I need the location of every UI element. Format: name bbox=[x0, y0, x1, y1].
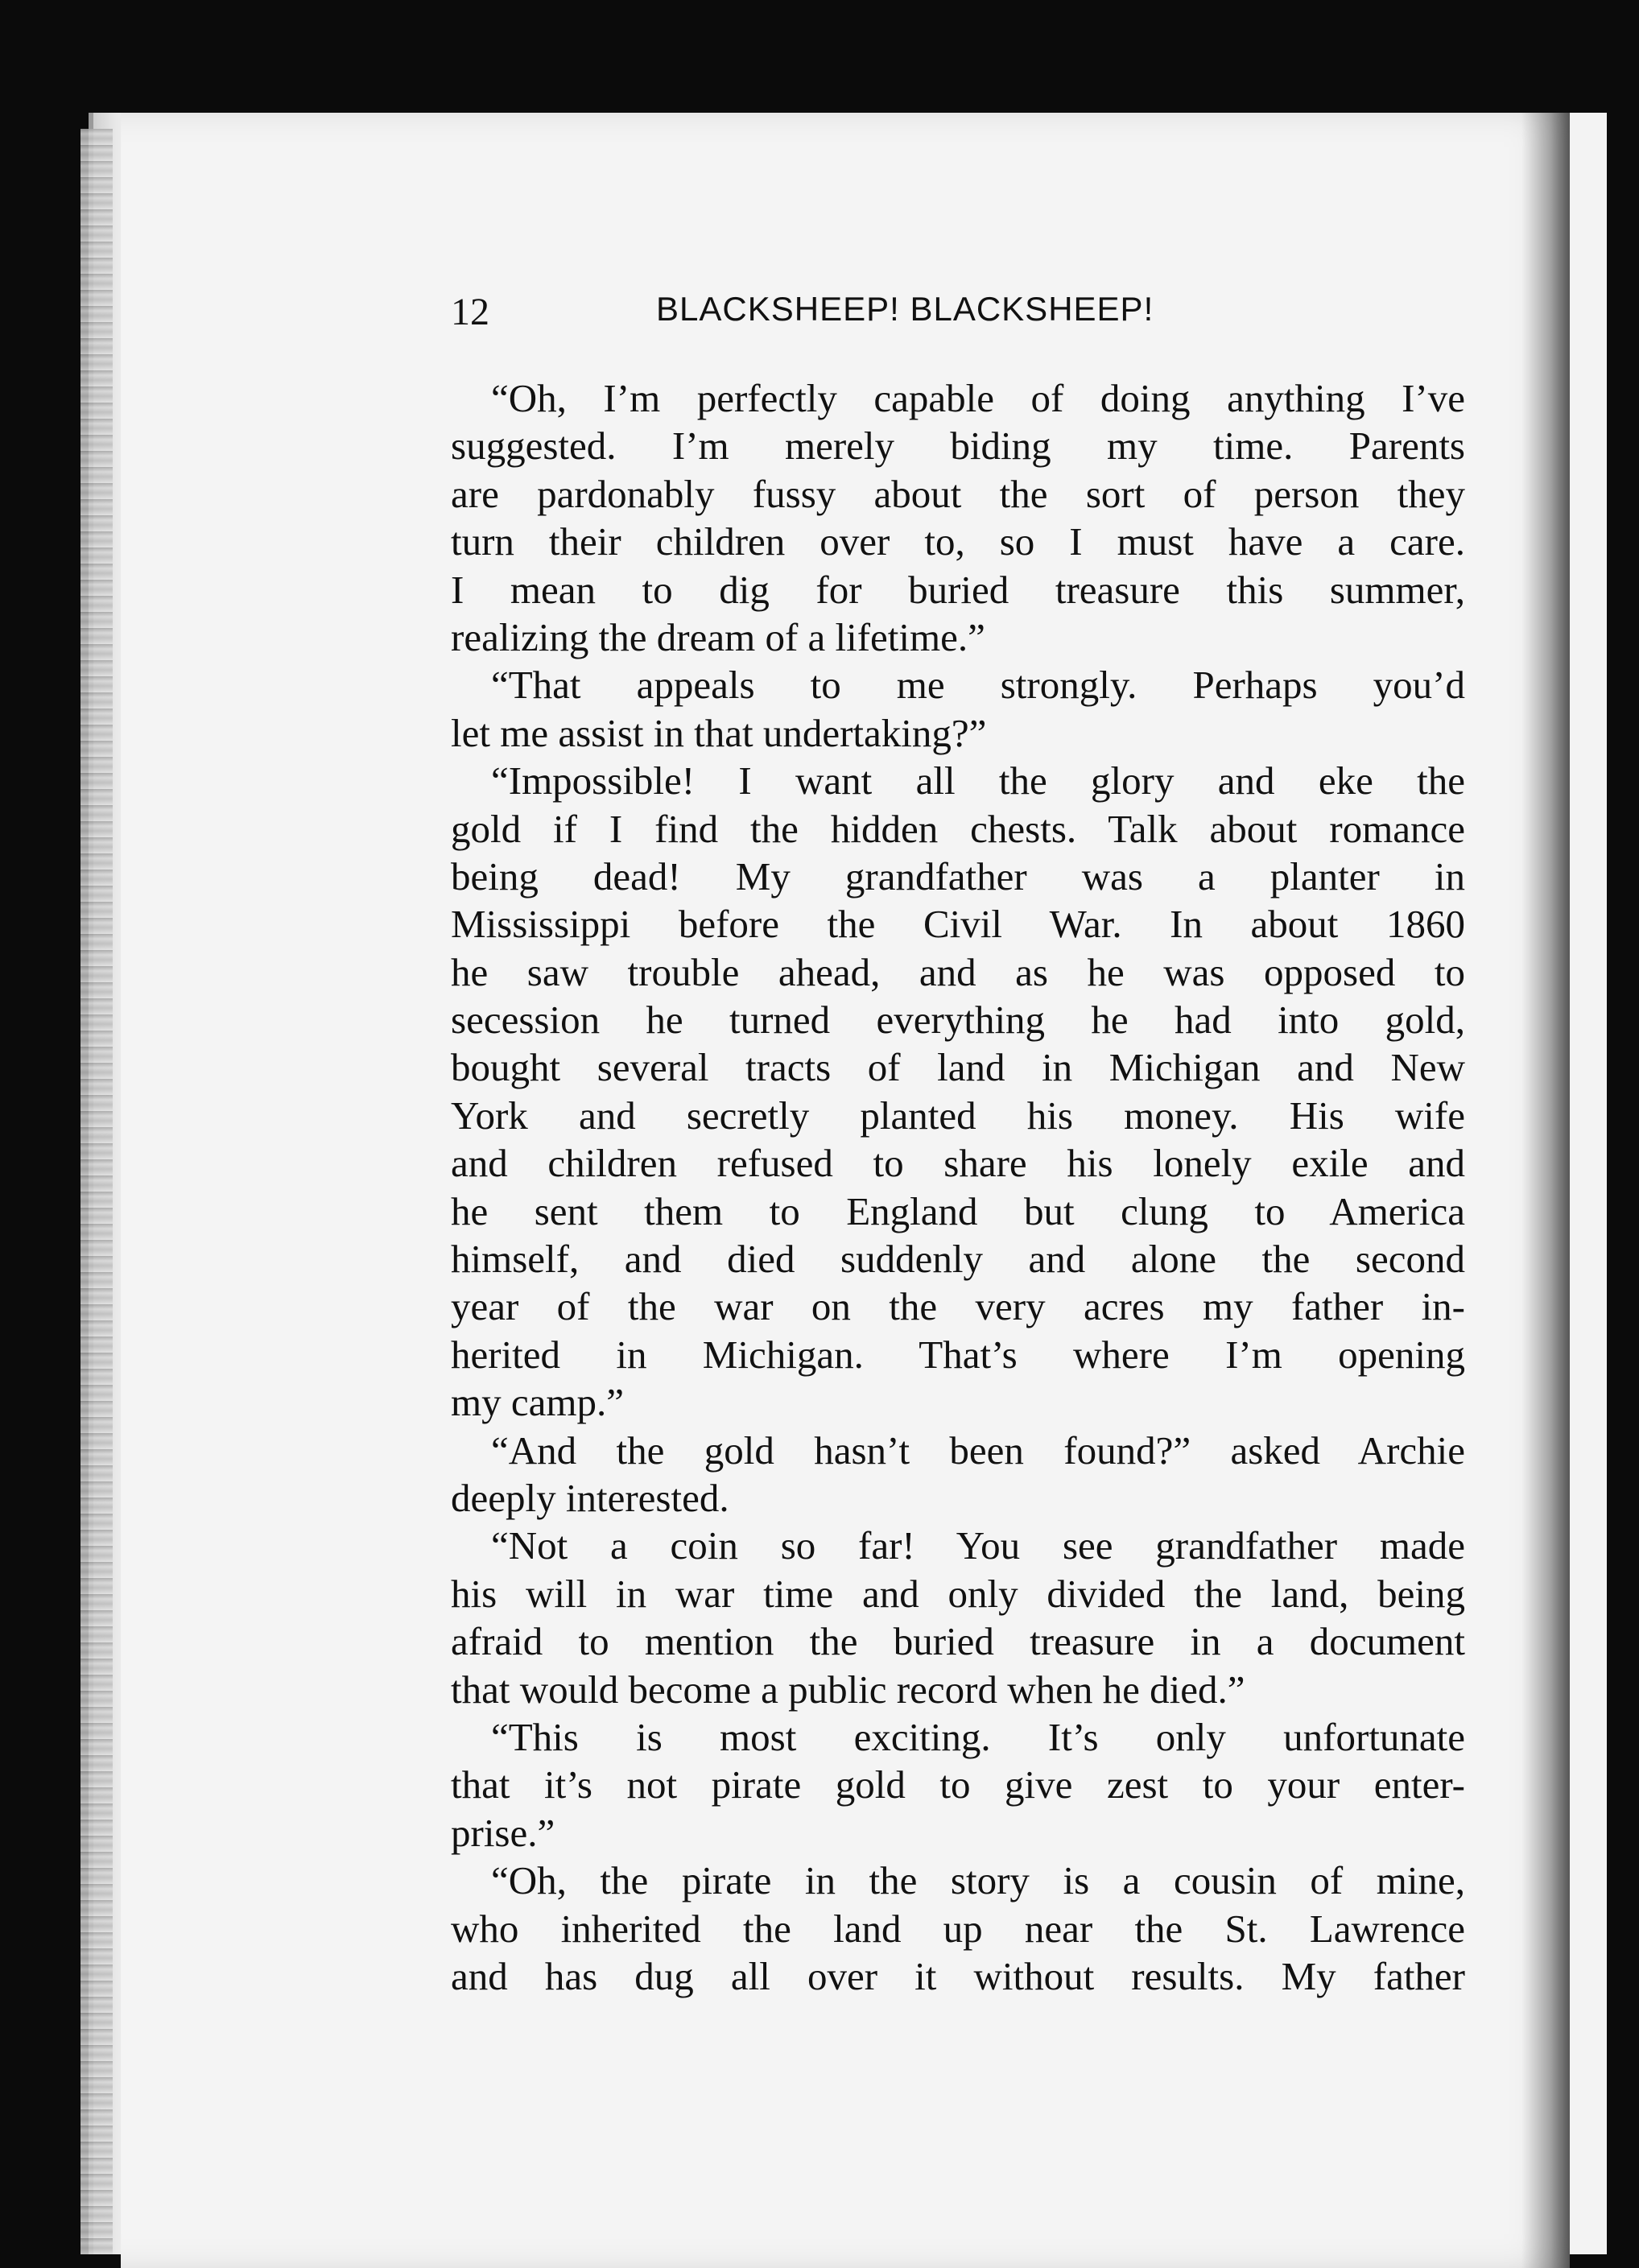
page-edge bbox=[81, 129, 113, 2254]
text-line: “Not a coin so far! You see grandfather made bbox=[491, 1523, 1465, 1568]
text-line: and children refused to share his lonely exile and bbox=[451, 1141, 1465, 1186]
text-line: I mean to dig for buried treasure this summer, bbox=[451, 567, 1465, 612]
text-line: being dead! My grandfather was a planter in bbox=[451, 853, 1465, 899]
text-line: let me assist in that undertaking?” bbox=[451, 710, 987, 755]
text-line: gold if I find the hidden chests. Talk about romance bbox=[451, 806, 1465, 851]
text-line: turn their children over to, so I must have a care. bbox=[451, 519, 1465, 564]
text-line: “And the gold hasn’t been found?” asked Archie bbox=[491, 1427, 1465, 1473]
text-line: who inherited the land up near the St. Lawrence bbox=[451, 1906, 1465, 1951]
text-line: bought several tracts of land in Michigan and New bbox=[451, 1045, 1465, 1090]
text-line: “That appeals to me strongly. Perhaps you’d bbox=[491, 663, 1465, 708]
text-line: himself, and died suddenly and alone the second bbox=[451, 1237, 1465, 1282]
text-line: he saw trouble ahead, and as he was opposed to bbox=[451, 949, 1465, 994]
text-line: herited in Michigan. That’s where I’m opening bbox=[451, 1332, 1465, 1377]
text-line: “Impossible! I want all the glory and eke the bbox=[491, 758, 1465, 804]
text-line: afraid to mention the buried treasure in a document bbox=[451, 1619, 1465, 1664]
text-line: suggested. I’m merely biding my time. Parents bbox=[451, 423, 1465, 469]
text-line: “This is most exciting. It’s only unfortunate bbox=[491, 1714, 1465, 1759]
page-number: 12 bbox=[451, 291, 489, 333]
text-line: year of the war on the very acres my father in- bbox=[451, 1284, 1465, 1329]
text-line: realizing the dream of a lifetime.” bbox=[451, 614, 985, 659]
text-line: secession he turned everything he had into gold, bbox=[451, 998, 1465, 1043]
text-line: his will in war time and only divided the land, being bbox=[451, 1571, 1465, 1616]
text-line: deeply interested. bbox=[451, 1475, 729, 1520]
running-head bbox=[451, 290, 1433, 346]
running-title: BLACKSHEEP! BLACKSHEEP! bbox=[656, 290, 1154, 328]
body-text bbox=[451, 374, 1465, 2000]
text-line: “Oh, I’m perfectly capable of doing anything I’ve bbox=[491, 376, 1465, 420]
gutter-shadow bbox=[1521, 113, 1570, 2268]
text-line: are pardonably fussy about the sort of person they bbox=[451, 471, 1465, 516]
text-line: and has dug all over it without results. My father bbox=[451, 1953, 1465, 1998]
text-line: Mississippi before the Civil War. In about 1860 bbox=[451, 902, 1465, 947]
text-line: “Oh, the pirate in the story is a cousin of mine, bbox=[491, 1858, 1465, 1903]
text-line: York and secretly planted his money. His wife bbox=[451, 1093, 1465, 1138]
text-line: that it’s not pirate gold to give zest to your enter- bbox=[451, 1762, 1465, 1807]
text-line: he sent them to England but clung to America bbox=[451, 1188, 1465, 1233]
text-line: prise.” bbox=[451, 1810, 555, 1855]
text-line: my camp.” bbox=[451, 1380, 624, 1425]
text-line: that would become a public record when he died.” bbox=[451, 1667, 1245, 1712]
